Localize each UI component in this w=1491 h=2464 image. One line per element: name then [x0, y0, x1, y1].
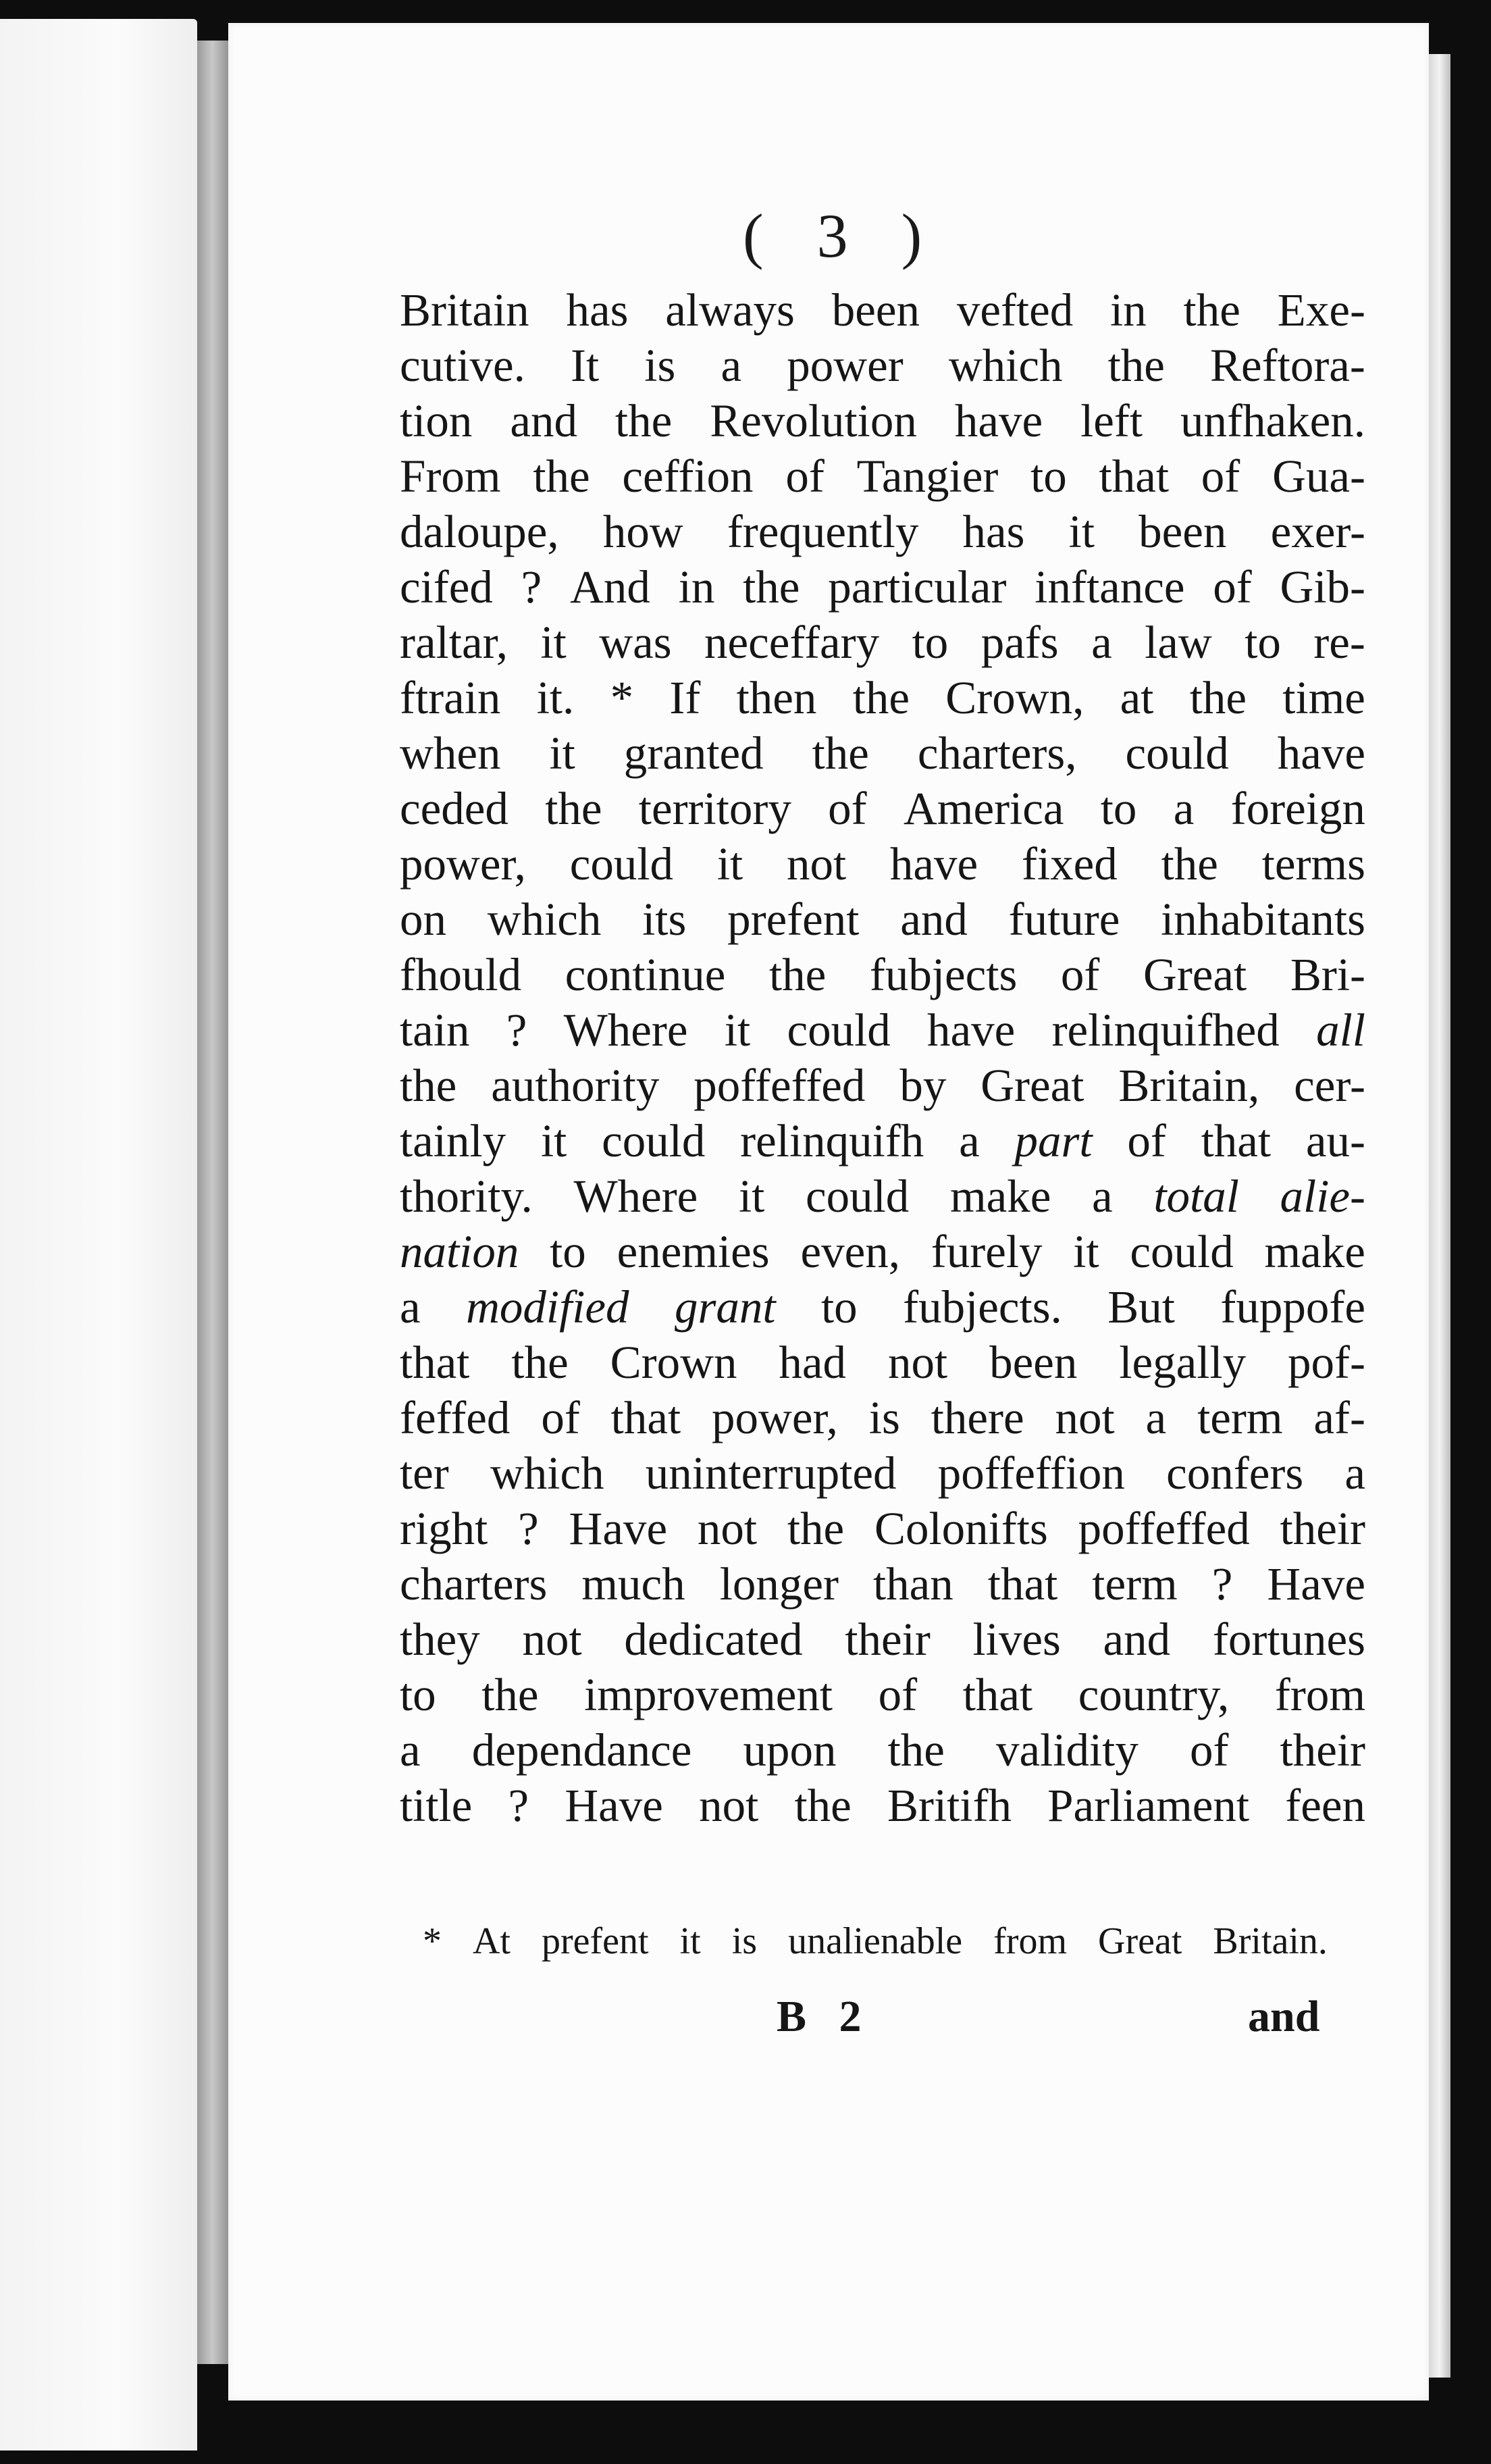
- word: is: [868, 1392, 900, 1443]
- text-line: [400, 947, 1365, 1002]
- word: in: [1110, 284, 1147, 336]
- word: Gib-: [1280, 561, 1365, 613]
- word: not: [699, 1780, 759, 1831]
- text-line: [400, 1113, 1365, 1169]
- word: feen: [1285, 1780, 1365, 1831]
- word: to: [1245, 617, 1281, 668]
- word: it: [724, 1004, 751, 1056]
- word: furely: [931, 1226, 1043, 1277]
- word: Revolution: [710, 395, 917, 446]
- word: of: [828, 783, 867, 834]
- word: Gua-: [1272, 451, 1365, 502]
- word: relinquifhed: [1051, 1004, 1280, 1056]
- text-line: [400, 615, 1365, 670]
- text-line: [400, 1224, 1365, 1279]
- word: and: [900, 894, 968, 945]
- word: of: [1201, 451, 1240, 502]
- word: of: [1189, 1724, 1229, 1776]
- word: ?: [506, 1004, 527, 1056]
- text-line: [400, 892, 1365, 947]
- word: tion: [400, 395, 473, 446]
- word: poffeffed: [1078, 1503, 1250, 1554]
- word: longer: [719, 1558, 839, 1610]
- word: ?: [1211, 1558, 1233, 1610]
- word: Crown,: [945, 672, 1084, 723]
- text-line: [400, 1556, 1365, 1612]
- text-line: [400, 1667, 1365, 1722]
- word: prefent: [727, 894, 860, 945]
- text-line: [400, 1778, 1365, 1833]
- word: there: [931, 1392, 1024, 1443]
- text-line: [400, 1722, 1365, 1778]
- word: poffeffion: [937, 1447, 1125, 1499]
- word: of: [1060, 949, 1100, 1000]
- word: has: [566, 284, 629, 336]
- word: granted: [623, 727, 764, 779]
- word: vefted: [956, 284, 1074, 336]
- word: dedicated: [624, 1614, 803, 1665]
- word: Great: [980, 1060, 1084, 1111]
- word: been: [989, 1337, 1078, 1388]
- word: of: [541, 1392, 580, 1443]
- word: a: [721, 340, 742, 391]
- word: inhabitants: [1161, 894, 1365, 945]
- word: it.: [536, 672, 575, 723]
- word: on: [400, 894, 446, 945]
- word: Where: [563, 1004, 688, 1056]
- facing-page-edge: [0, 19, 197, 2450]
- word: which: [487, 894, 602, 945]
- word: to: [550, 1226, 586, 1277]
- word: Have: [1267, 1558, 1365, 1610]
- footnote-word: from: [993, 1920, 1068, 1962]
- word: authority: [491, 1060, 660, 1111]
- word: been: [831, 284, 920, 336]
- word: the: [533, 451, 590, 502]
- word: fhould: [400, 949, 522, 1000]
- text-line: [400, 448, 1365, 504]
- word: ter: [400, 1447, 449, 1499]
- word: Exe-: [1277, 284, 1365, 336]
- word: not: [888, 1337, 948, 1388]
- word: grant: [675, 1281, 776, 1333]
- text-line: [400, 1501, 1365, 1556]
- word: a: [400, 1724, 421, 1776]
- word: pafs: [980, 617, 1059, 668]
- word: Britain: [400, 284, 529, 336]
- word: the: [1107, 340, 1165, 391]
- word: Have: [569, 1503, 668, 1554]
- word: part: [1014, 1115, 1093, 1166]
- text-line: [400, 781, 1365, 836]
- word: have: [1277, 727, 1365, 779]
- word: of: [1213, 561, 1252, 613]
- word: that: [1099, 451, 1170, 502]
- word: lives: [972, 1614, 1061, 1665]
- word: pof-: [1288, 1337, 1365, 1388]
- word: the: [1189, 672, 1247, 723]
- word: power: [787, 340, 904, 391]
- word: a: [1344, 1447, 1365, 1499]
- word: title: [400, 1780, 473, 1831]
- word: ftrain: [400, 672, 501, 723]
- word: always: [665, 284, 795, 336]
- text-line: [400, 1279, 1365, 1335]
- word: then: [736, 672, 817, 723]
- word: a: [959, 1115, 980, 1166]
- word: not: [522, 1614, 582, 1665]
- word: to: [400, 1669, 436, 1720]
- word: Bri-: [1290, 949, 1365, 1000]
- word: the: [1161, 838, 1218, 890]
- word: thority.: [400, 1171, 533, 1222]
- word: had: [779, 1337, 847, 1388]
- word: re-: [1313, 617, 1365, 668]
- word: the: [481, 1669, 539, 1720]
- word: it: [549, 727, 575, 779]
- word: ceded: [400, 783, 508, 834]
- page-edge: [1429, 54, 1450, 2378]
- text-line: [400, 725, 1365, 781]
- text-line: [400, 1390, 1365, 1445]
- text-line: [400, 1058, 1365, 1113]
- word: charters: [400, 1558, 548, 1610]
- word: alie-: [1280, 1171, 1365, 1222]
- word: the: [743, 561, 800, 613]
- word: the: [1183, 284, 1240, 336]
- word: could: [1130, 1226, 1234, 1277]
- word: right: [400, 1503, 488, 1554]
- word: fuppofe: [1220, 1281, 1365, 1333]
- word: Crown: [610, 1337, 737, 1388]
- word: America: [903, 783, 1064, 834]
- catchword: and: [1248, 1992, 1320, 2041]
- word: been: [1139, 506, 1227, 557]
- word: Colonifts: [874, 1503, 1048, 1554]
- word: could: [602, 1115, 706, 1166]
- word: a: [1091, 617, 1112, 668]
- signature-mark: B 2: [777, 1992, 872, 2041]
- word: *: [610, 672, 634, 723]
- word: validity: [996, 1724, 1139, 1776]
- word: of: [785, 451, 825, 502]
- footnote-word: *: [423, 1920, 442, 1962]
- word: that: [962, 1669, 1033, 1720]
- word: From: [400, 451, 501, 502]
- word: upon: [743, 1724, 837, 1776]
- word: all: [1316, 1004, 1365, 1056]
- word: the: [768, 949, 827, 1000]
- word: a: [400, 1281, 421, 1333]
- word: ?: [521, 561, 542, 613]
- word: of: [878, 1669, 918, 1720]
- word: not: [697, 1503, 758, 1554]
- word: a: [1145, 1392, 1167, 1443]
- word: power,: [400, 838, 526, 890]
- text-line: [400, 504, 1365, 559]
- word: power,: [712, 1392, 838, 1443]
- word: to: [1100, 783, 1137, 834]
- footnote: [423, 1920, 1328, 1963]
- word: confers: [1166, 1447, 1304, 1499]
- word: could: [787, 1004, 891, 1056]
- word: unfhaken.: [1180, 395, 1365, 446]
- word: it: [716, 838, 743, 890]
- word: to: [912, 617, 949, 668]
- word: modified: [466, 1281, 629, 1333]
- word: time: [1282, 672, 1365, 723]
- word: than: [872, 1558, 953, 1610]
- word: and: [1103, 1614, 1171, 1665]
- book-gutter: [197, 41, 231, 2364]
- text-line: [400, 559, 1365, 615]
- text-line: [400, 1169, 1365, 1224]
- word: Reftora-: [1210, 340, 1365, 391]
- word: Parliament: [1047, 1780, 1250, 1831]
- footnote-word: Great: [1098, 1920, 1182, 1962]
- word: not: [1055, 1392, 1115, 1443]
- word: that: [610, 1392, 681, 1443]
- word: term: [1092, 1558, 1178, 1610]
- word: ?: [518, 1503, 539, 1554]
- word: by: [899, 1060, 947, 1111]
- page-number-header: ( 3 ): [743, 201, 941, 270]
- word: their: [1280, 1724, 1365, 1776]
- word: total: [1153, 1171, 1239, 1222]
- word: nation: [400, 1226, 519, 1277]
- word: the: [545, 783, 602, 834]
- word: enemies: [617, 1226, 770, 1277]
- body-text: [400, 282, 1365, 1833]
- word: their: [845, 1614, 931, 1665]
- word: ?: [508, 1780, 529, 1831]
- word: not: [786, 838, 847, 890]
- word: It: [570, 340, 600, 391]
- word: legally: [1119, 1337, 1247, 1388]
- word: future: [1008, 894, 1120, 945]
- word: inftance: [1035, 561, 1185, 613]
- word: it: [1068, 506, 1095, 557]
- word: daloupe,: [400, 506, 559, 557]
- word: even,: [800, 1226, 900, 1277]
- word: terms: [1261, 838, 1365, 890]
- word: they: [400, 1614, 480, 1665]
- word: the: [400, 1060, 457, 1111]
- word: is: [644, 340, 676, 391]
- word: fixed: [1021, 838, 1118, 890]
- text-line: [400, 1612, 1365, 1667]
- footnote-word: it: [679, 1920, 701, 1962]
- word: continue: [565, 949, 726, 1000]
- word: of: [1127, 1115, 1166, 1166]
- word: fubjects: [869, 949, 1018, 1000]
- word: in: [678, 561, 715, 613]
- word: raltar,: [400, 617, 508, 668]
- word: which: [490, 1447, 604, 1499]
- word: But: [1107, 1281, 1175, 1333]
- word: has: [962, 506, 1025, 557]
- word: from: [1274, 1669, 1365, 1720]
- word: Great: [1143, 949, 1247, 1000]
- word: the: [511, 1337, 569, 1388]
- word: fortunes: [1212, 1614, 1365, 1665]
- word: was: [599, 617, 672, 668]
- word: term: [1197, 1392, 1283, 1443]
- word: tain: [400, 1004, 470, 1056]
- word: relinquifh: [740, 1115, 924, 1166]
- word: the: [787, 1503, 845, 1554]
- word: exer-: [1270, 506, 1365, 557]
- word: the: [852, 672, 910, 723]
- word: dependance: [471, 1724, 692, 1776]
- word: it: [738, 1171, 765, 1222]
- word: to: [1030, 451, 1067, 502]
- word: at: [1120, 672, 1154, 723]
- word: Have: [565, 1780, 663, 1831]
- word: it: [1073, 1226, 1099, 1277]
- word: territory: [638, 783, 791, 834]
- word: the: [614, 395, 673, 446]
- word: it: [540, 617, 567, 668]
- word: left: [1080, 395, 1143, 446]
- word: that: [987, 1558, 1058, 1610]
- word: a: [1173, 783, 1195, 834]
- word: to: [821, 1281, 858, 1333]
- word: Britain,: [1118, 1060, 1260, 1111]
- word: cutive.: [400, 340, 525, 391]
- word: which: [948, 340, 1063, 391]
- word: a: [1092, 1171, 1113, 1222]
- text-line: [400, 670, 1365, 725]
- footnote-word: is: [731, 1920, 758, 1962]
- word: could: [569, 838, 674, 890]
- word: cer-: [1294, 1060, 1365, 1111]
- word: feffed: [400, 1392, 511, 1443]
- word: cifed: [400, 561, 493, 613]
- word: have: [954, 395, 1043, 446]
- word: that: [1201, 1115, 1272, 1166]
- footnote-word: prefent: [542, 1920, 649, 1962]
- word: law: [1145, 617, 1212, 668]
- word: have: [927, 1004, 1016, 1056]
- text-line: [400, 836, 1365, 892]
- word: foreign: [1230, 783, 1365, 834]
- word: frequently: [727, 506, 919, 557]
- text-line: [400, 1445, 1365, 1501]
- word: Tangier: [856, 451, 999, 502]
- text-line: [400, 1002, 1365, 1058]
- word: af-: [1313, 1392, 1365, 1443]
- word: that: [400, 1337, 470, 1388]
- word: the: [887, 1724, 945, 1776]
- word: have: [889, 838, 978, 890]
- word: much: [581, 1558, 685, 1610]
- word: when: [400, 727, 501, 779]
- text-line: [400, 393, 1365, 448]
- word: could: [1125, 727, 1229, 779]
- word: charters,: [917, 727, 1077, 779]
- word: could: [805, 1171, 910, 1222]
- word: poffeffed: [694, 1060, 866, 1111]
- word: how: [602, 506, 683, 557]
- word: particular: [828, 561, 1007, 613]
- word: neceffary: [704, 617, 880, 668]
- word: fubjects.: [903, 1281, 1062, 1333]
- word: uninterrupted: [645, 1447, 897, 1499]
- word: the: [812, 727, 869, 779]
- word: and: [510, 395, 577, 446]
- word: If: [669, 672, 701, 723]
- word: it: [540, 1115, 567, 1166]
- word: make: [949, 1171, 1051, 1222]
- word: ceffion: [622, 451, 754, 502]
- text-line: [400, 1335, 1365, 1390]
- word: And: [570, 561, 650, 613]
- word: make: [1264, 1226, 1365, 1277]
- text-line: [400, 282, 1365, 338]
- word: au-: [1305, 1115, 1365, 1166]
- word: their: [1280, 1503, 1365, 1554]
- word: its: [642, 894, 687, 945]
- word: Where: [573, 1171, 698, 1222]
- footnote-word: At: [473, 1920, 511, 1962]
- word: improvement: [584, 1669, 833, 1720]
- word: Britifh: [887, 1780, 1012, 1831]
- word: the: [794, 1780, 852, 1831]
- text-line: [400, 338, 1365, 393]
- footnote-word: unalienable: [788, 1920, 963, 1962]
- footnote-word: Britain.: [1213, 1920, 1328, 1962]
- word: country,: [1078, 1669, 1230, 1720]
- word: tainly: [400, 1115, 506, 1166]
